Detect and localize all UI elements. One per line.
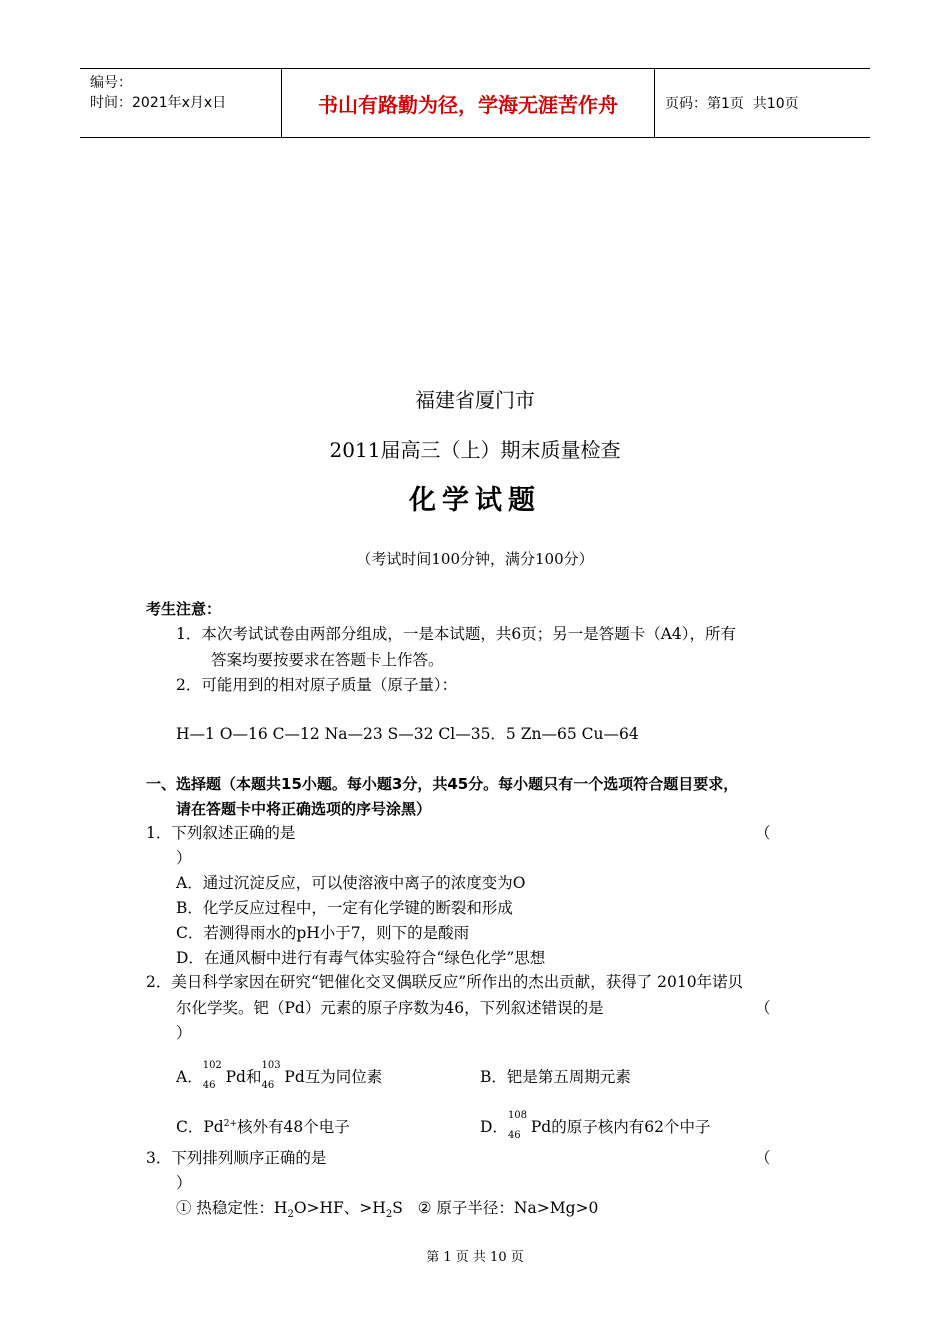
- q3-stem: 3．下列排列顺序正确的是: [146, 1149, 327, 1167]
- q1-option-a: A．通过沉淀反应，可以使溶液中离子的浓度变为O: [176, 874, 526, 892]
- q3-paren-close: ）: [176, 1174, 192, 1192]
- q3-item-b: ② 原子半径：Na>Mg>0: [417, 1199, 599, 1217]
- q2-option-a: [176, 1060, 383, 1091]
- atomic-masses: H—1 O—16 C—12 Na—23 S—32 Cl—35．5 Zn—65 Cu—64: [176, 725, 639, 743]
- q2-a-mid: Pd和: [220, 1068, 262, 1086]
- section-heading-a: 一、选择题（本题共15小题。每小题3分，共45分。每小题只有一个选项符合题目要求，: [146, 775, 739, 793]
- header-page-info: [655, 69, 870, 137]
- notice-item-2: 2．可能用到的相对原子质量（原子量）：: [176, 676, 458, 694]
- q2-d-suffix: Pd的原子核内有62个中子: [525, 1118, 711, 1136]
- q2-c-suffix: 核外有48个电子: [237, 1118, 350, 1136]
- q1-paren-close: ）: [176, 849, 192, 867]
- q3-item-a-sub-2: 2: [385, 1209, 393, 1221]
- q3-item-a: ① 热稳定性：H: [176, 1199, 288, 1217]
- q2-a-mass-1: 102: [202, 1060, 222, 1071]
- header-meta: [80, 69, 280, 137]
- header-motto: 书山有路勤为径，学海无涯苦作舟: [281, 69, 655, 137]
- q2-c-charge: 2+: [223, 1118, 237, 1129]
- notice-item-1b: 答案均要按要求在答题卡上作答。: [211, 651, 444, 669]
- q2-stem-a: 2．美日科学家因在研究“钯催化交叉偶联反应”所作出的杰出贡献，获得了 2010年诺贝: [146, 973, 744, 991]
- section-heading-b: 请在答题卡中将正确选项的序号涂黑）: [176, 800, 432, 818]
- q2-option-d: [480, 1110, 711, 1141]
- q2-paren-open: （: [755, 999, 771, 1017]
- q2-paren-close: ）: [176, 1024, 192, 1042]
- q1-stem: 1．下列叙述正确的是: [146, 824, 296, 842]
- q3-item-a-sub-1: 2: [287, 1209, 294, 1221]
- q3-items: [176, 1196, 598, 1220]
- page-footer: 第 1 页 共 10 页: [426, 1250, 524, 1265]
- q1-paren-open: （: [755, 824, 771, 842]
- q2-a-z-2: 46: [261, 1080, 275, 1091]
- q2-a-suffix: Pd互为同位素: [279, 1068, 383, 1086]
- notice-heading: 考生注意：: [146, 600, 222, 618]
- time-label: 时间：2021年x月x日: [90, 95, 227, 111]
- q2-a-prefix: A．: [176, 1068, 203, 1086]
- q2-d-z: 46: [507, 1130, 521, 1141]
- page-header: [80, 68, 870, 138]
- q1-option-b: B．化学反应过程中，一定有化学键的断裂和形成: [176, 899, 513, 917]
- page-info-text: 页码：第1页 共10页: [665, 96, 799, 112]
- q2-stem-b: 尔化学奖。钯（Pd）元素的原子序数为46，下列叙述错误的是: [176, 999, 604, 1017]
- q3-item-a-end: S: [392, 1199, 403, 1217]
- q2-a-z-1: 46: [202, 1080, 216, 1091]
- q1-option-d: D．在通风橱中进行有毒气体实验符合“绿色化学”思想: [176, 949, 546, 967]
- q3-item-a-mid: O>HF、>H: [293, 1199, 386, 1217]
- q1-option-c: C．若测得雨水的pH小于7，则下的是酸雨: [176, 924, 470, 942]
- title-subject: 化学试题: [409, 485, 541, 516]
- title-duration: （考试时间100分钟，满分100分）: [356, 550, 594, 568]
- q2-option-b: B．钯是第五周期元素: [480, 1068, 631, 1086]
- title-exam: 2011届高三（上）期末质量检查: [329, 438, 621, 462]
- q2-option-c: [176, 1115, 350, 1137]
- title-region: 福建省厦门市: [415, 388, 535, 412]
- code-label: 编号：: [90, 75, 132, 91]
- q2-d-prefix: D．: [480, 1118, 508, 1136]
- q3-paren-open: （: [755, 1149, 771, 1167]
- notice-item-1a: 1．本次考试试卷由两部分组成，一是本试题，共6页；另一是答题卡（A4），所有: [176, 625, 737, 643]
- q2-a-mass-2: 103: [261, 1060, 281, 1071]
- q2-d-mass: 108: [507, 1110, 528, 1121]
- q2-c-prefix: C．Pd: [176, 1118, 224, 1136]
